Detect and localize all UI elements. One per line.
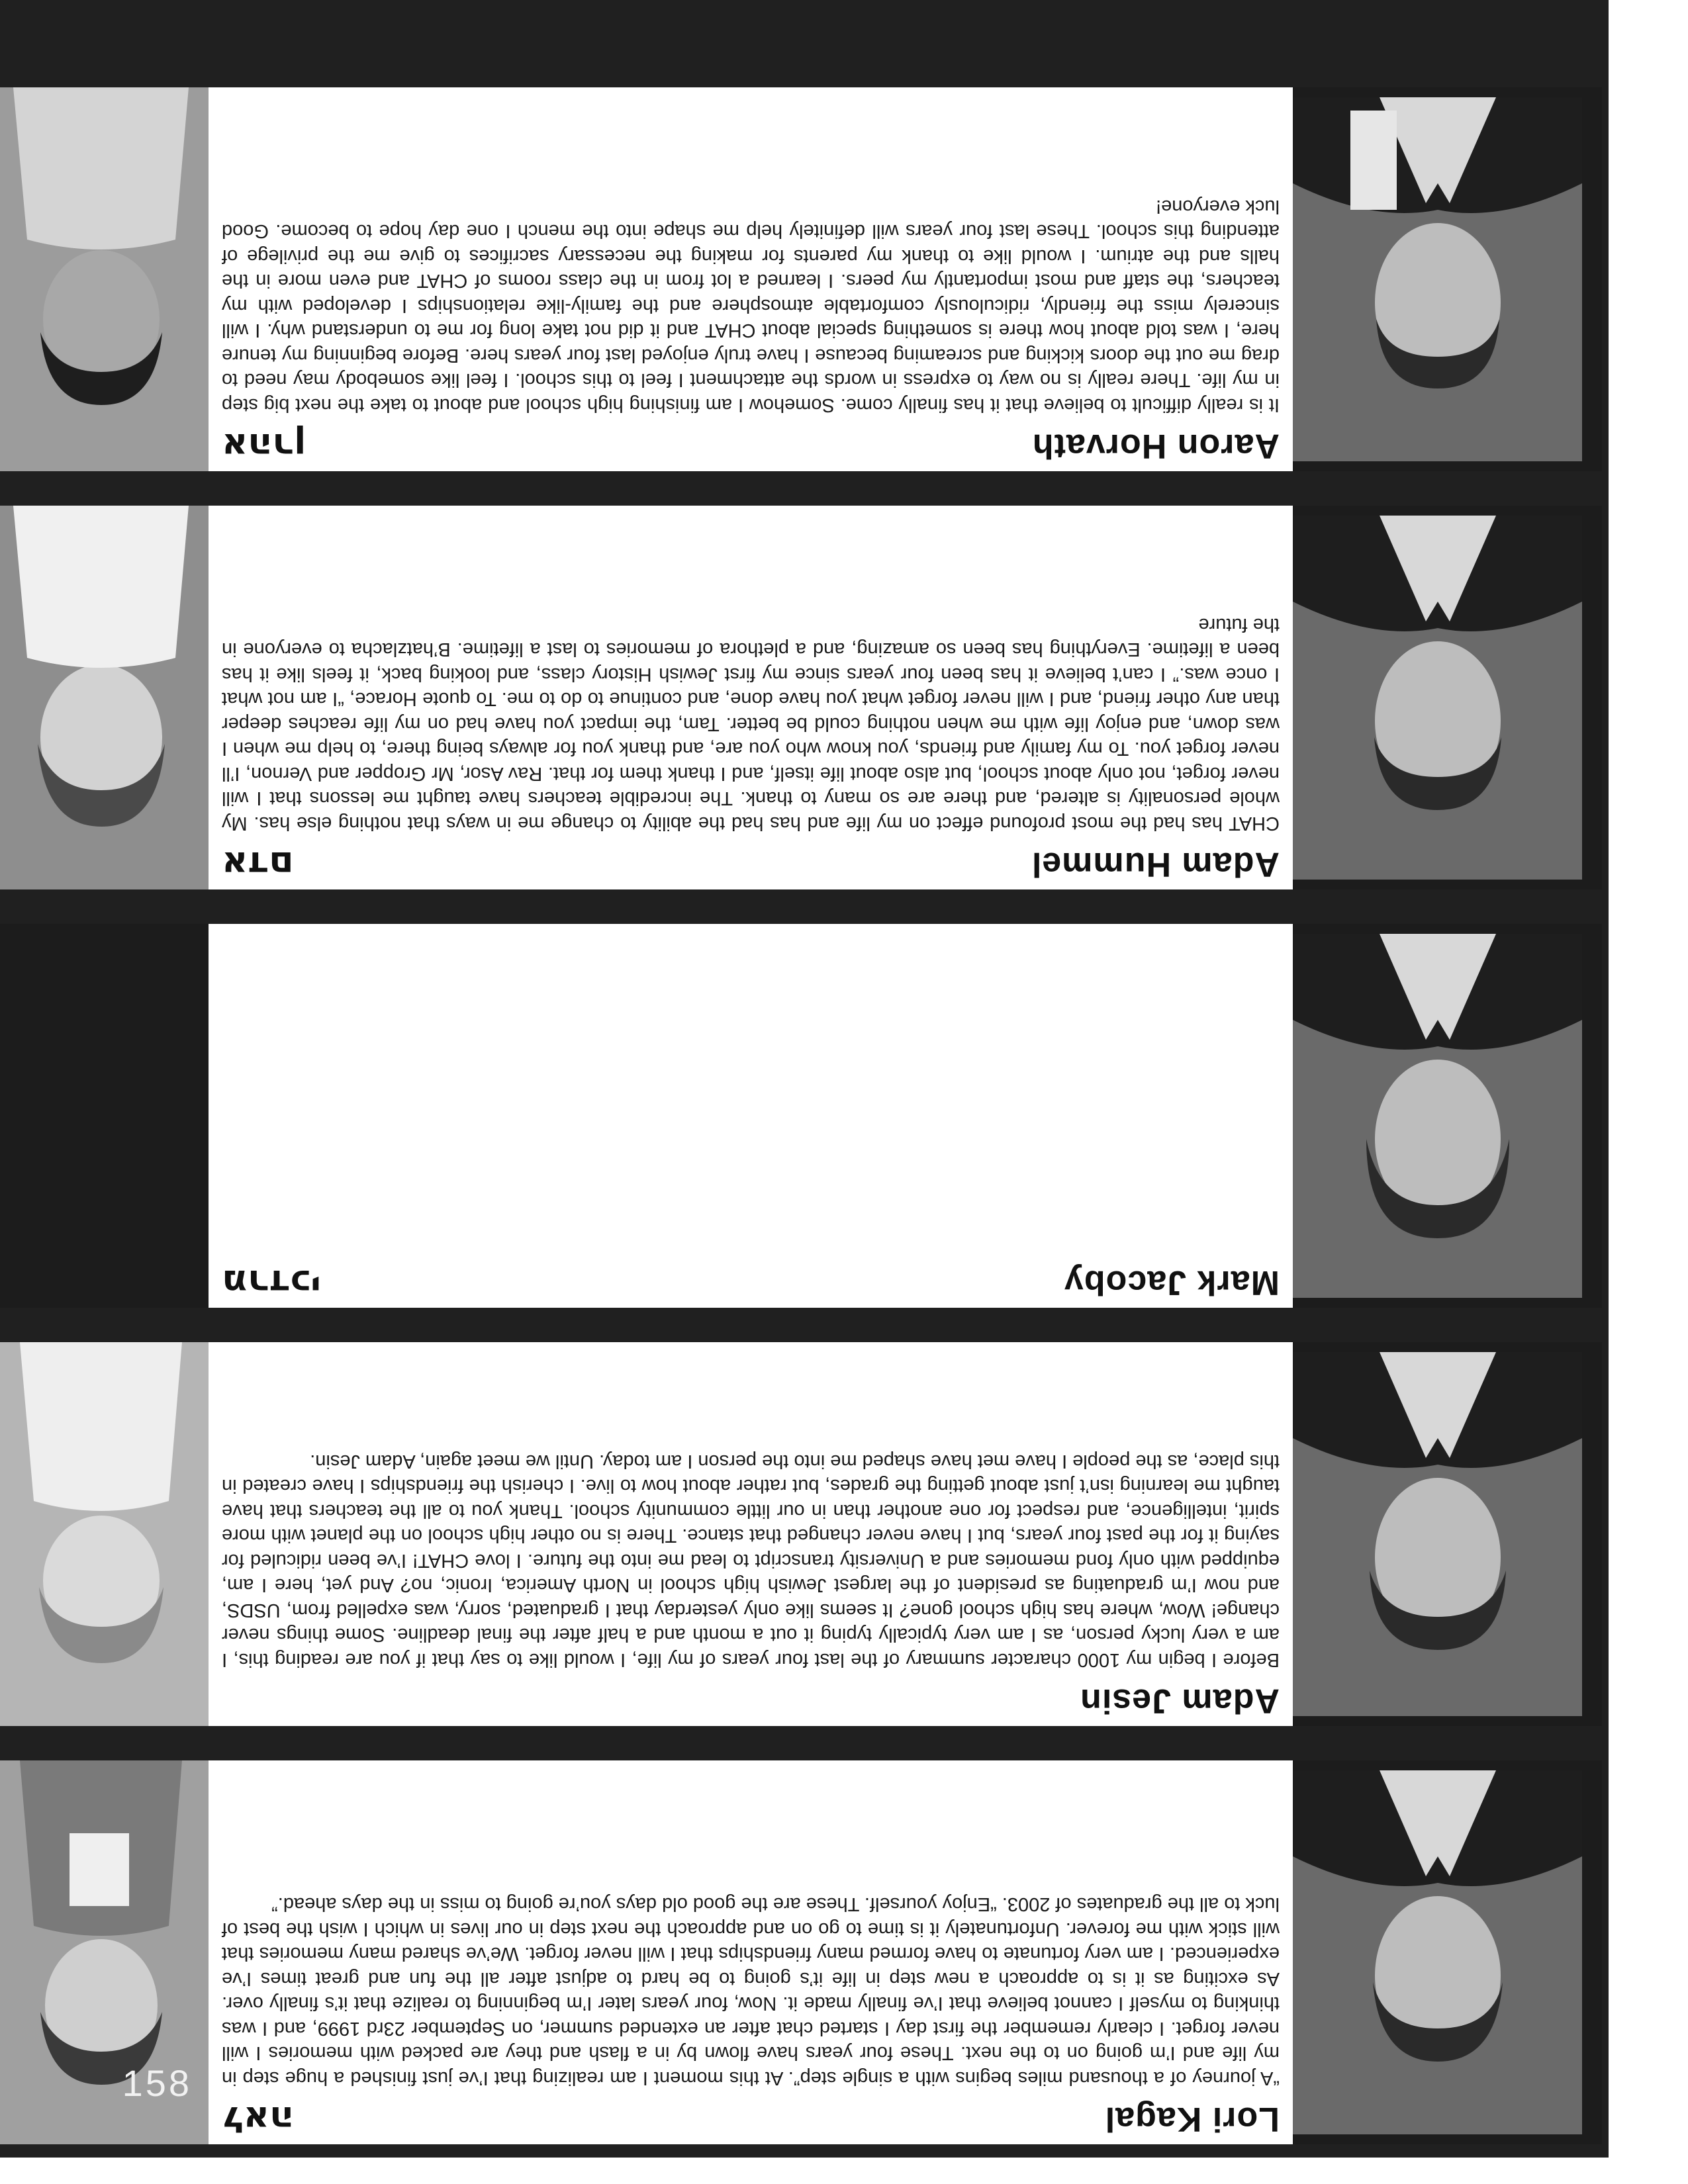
hebrew-name: אדם (222, 844, 294, 886)
childhood-photo-placeholder (0, 924, 209, 1308)
bio-card (209, 87, 1293, 471)
student-bio: CHAT has had the most profound effect on my life and has had the ability to change me in ways that nothing else has. My whole personality is altered, and there are so many to thank. The incredible teachers have taught me lessons that I will never forget, not only about school, but also about life itself, and I thank them for that. Rav Asor, Mr Gropper and Vernon, I’ll never forget you. To my family and friends, you know who you are, and thank you for always being there, to help me when I was down, and enjoy life with me when nothing could be better. Tam, the impact you have had on my life reaches deeper than any other friend, and I will never forget what you have done, and continue to do to me. To quote Horace, “I am not what I once was.” I can’t believe it has been four years since my first Jewish History class, and looking back, it feels like it has been a lifetime. Everything has been so amazing, and a plethora of memories to last a lifetime. B’hatzlacha to everyone in the future (222, 614, 1280, 834)
hebrew-name: לאה (222, 2099, 295, 2140)
student-entry-adam-jesin (0, 1342, 1602, 1726)
student-entry-adam-hummel (0, 506, 1602, 889)
bio-card (209, 1760, 1293, 2144)
student-bio: Before I begin my 1000 character summary of the last four years of my life, I would like to say that if you are reading this, I am a very lucky person, as I am very typically typing it out a month and a half after the final deadline. Some things never change! Wow, where has high school gone? It seems like only yesterday that I graduated, sorry, was expelled from, USDS, and now I’m graduating as president of the largest Jewish high school in North America, Ironic, no? And yet, here I am, equipped with only fond memories and a University transcript to lead me into the future. I love CHAT! I’ve been ridiculed for saying it for the past four years, but I have never changed that stance. There is no other high school on the planet with more spirit, intelligence, and respect for one another than in our little community school. Thank you to all the teachers that have taught me learning isn’t just about getting the grades, but rather about how to live. I cherish the friendships I have created in this place, as the people I have met have shaped me into the person I am today. Until we meet again, Adam Jesin. (222, 1451, 1280, 1670)
student-bio: It is really difficult to believe that it has finally come. Somehow I am finishing high school and about to take the next big step in my life. There really is no way to express in words the attachment I feel to this school. I feel like somebody may need to drag me out the doors kicking and screaming because I have truly enjoyed last four years here. Before beginning my tenure here, I was told about how there is something special about CHAT and it did not take long for me to understand why. I will sincerely miss the friendly, ridiculously comfortable atmosphere and the family-like relationships I developed with my teachers, the staff and most importantly my peers. I learned a lot from in the class rooms of CHAT and even more in the halls and the atrium. I would like to thank my parents for making the necessary sacrifices to give me the privilege of attending this school. These last four years will definitely help me shape into the mench I one day hope to become. Good luck everyone! (222, 196, 1280, 416)
childhood-photo (0, 1342, 209, 1726)
student-entry-lori-kagal (0, 1760, 1602, 2144)
childhood-photo (0, 87, 209, 471)
graduation-portrait-photo (1293, 97, 1582, 461)
student-name: Adam Hummel (1031, 845, 1280, 884)
student-entry-mark-jacoby (0, 924, 1602, 1308)
graduation-portrait-photo (1293, 1352, 1582, 1716)
page-number: 158 (122, 2062, 192, 2104)
bio-card (209, 506, 1293, 889)
student-bio: “A journey of a thousand miles begins with a single step”. At this moment I am realizing that I’ve just finished a huge step in my life and I’m going on to the next. These four years have flown by in a flash and they are packed with memories I will never forget. I clearly remember the first day I started chat after an extended summer, on September 23rd 1999, and I was thinking to myself I cannot believe that I’ve finally made it. Now, four years later I’m beginning to realize that it’s finally over. As exciting as it is to approach a new step in life it’s going to be hard to adjust after all the fun and great times I’ve experienced. I am very fortunate to have formed many friendships that I will never forget. We’ve shared many memories that will stick with me forever. Unfortunately it is time to go on and approach the next step in our lives in which I wish the best of luck to all the graduates of 2003. “Enjoy yourself. These are the good old days you’re going to miss in the days ahead.” (222, 1893, 1280, 2089)
graduation-portrait-photo (1293, 516, 1582, 880)
student-entry-aaron-horvath (0, 87, 1602, 471)
student-name: Adam Jesin (1080, 1682, 1280, 1720)
hebrew-name: אהרן (222, 426, 306, 467)
graduation-portrait-photo (1293, 1770, 1582, 2134)
childhood-photo (0, 506, 209, 889)
student-name: Lori Kagal (1104, 2100, 1280, 2138)
student-name: Mark Jacoby (1063, 1263, 1280, 1302)
hebrew-name: מרדכי (222, 1262, 321, 1304)
graduation-portrait-photo (1293, 934, 1582, 1298)
bio-card (209, 924, 1293, 1308)
student-name: Aaron Horvath (1031, 427, 1280, 465)
bio-card (209, 1342, 1293, 1726)
